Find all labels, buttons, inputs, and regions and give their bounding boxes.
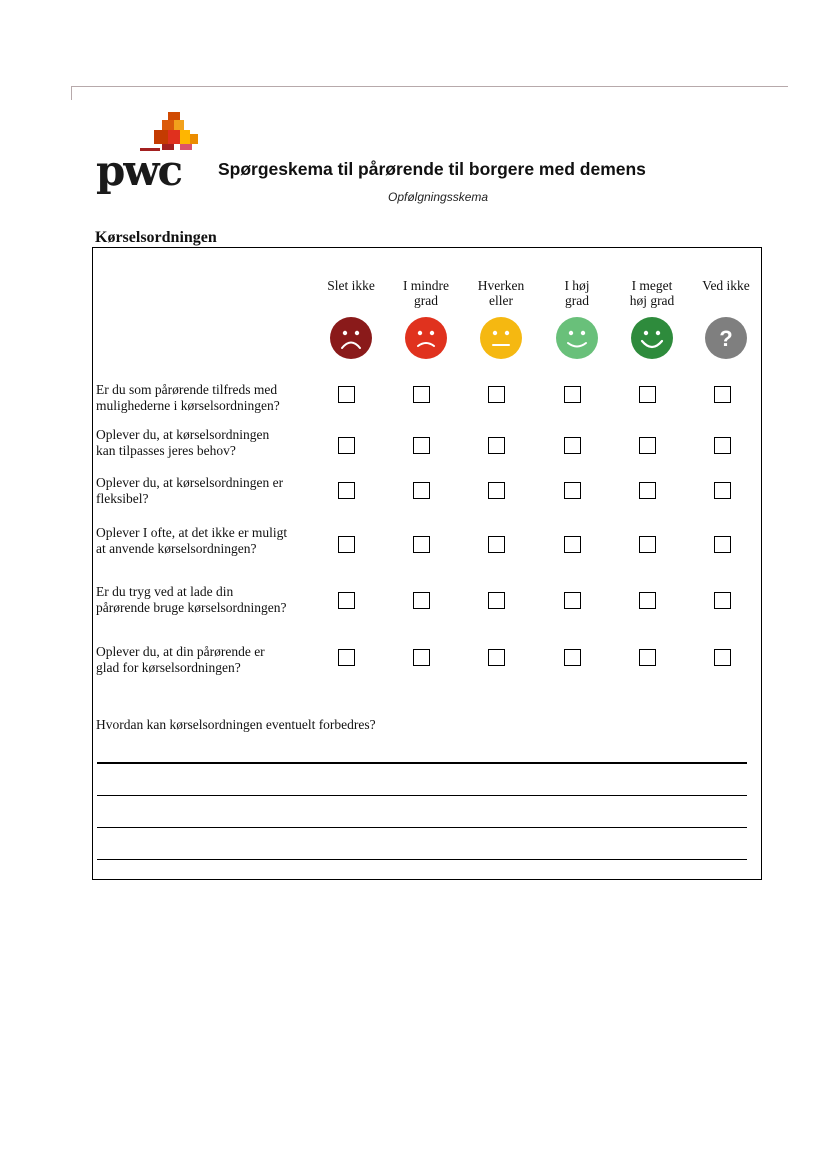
- checkbox-q5-ved-ikke[interactable]: [714, 592, 731, 609]
- checkbox-q1-i-hoej-grad[interactable]: [564, 386, 581, 403]
- scale-label-1: I mindre grad: [402, 278, 450, 308]
- pwc-logo: [96, 112, 206, 196]
- very-sad-face-icon: [330, 317, 372, 359]
- question-1: Oplever du, at kørselsordningen kan tilpasses jeres behov?: [96, 427, 270, 458]
- checkbox-q6-i-meget-hoej-grad[interactable]: [639, 649, 656, 666]
- page-border-top: [71, 86, 788, 87]
- checkbox-q3-ved-ikke[interactable]: [714, 482, 731, 499]
- checkbox-q6-ved-ikke[interactable]: [714, 649, 731, 666]
- question-0: Er du som pårørende tilfreds med mulighederne i kørselsordningen?: [96, 382, 280, 413]
- sad-face-icon: [405, 317, 447, 359]
- checkbox-q1-hverken-eller[interactable]: [488, 386, 505, 403]
- neutral-face-icon: [480, 317, 522, 359]
- checkbox-q5-slet-ikke[interactable]: [338, 592, 355, 609]
- answer-line-3[interactable]: [97, 827, 747, 828]
- checkbox-q6-i-mindre-grad[interactable]: [413, 649, 430, 666]
- checkbox-q1-slet-ikke[interactable]: [338, 386, 355, 403]
- svg-text:?: ?: [719, 326, 733, 351]
- question-2: Oplever du, at kørselsordningen er fleksibel?: [96, 475, 284, 506]
- checkbox-q2-slet-ikke[interactable]: [338, 437, 355, 454]
- checkbox-q6-i-hoej-grad[interactable]: [564, 649, 581, 666]
- open-question-label: Hvordan kan kørselsordningen eventuelt forbedres?: [96, 717, 376, 732]
- page-border-left: [71, 86, 72, 100]
- checkbox-q2-ved-ikke[interactable]: [714, 437, 731, 454]
- answer-line-4[interactable]: [97, 859, 747, 860]
- checkbox-q1-i-mindre-grad[interactable]: [413, 386, 430, 403]
- section-heading: Kørselsordningen: [95, 229, 217, 246]
- document-title: Spørgeskema til pårørende til borgere med demens: [218, 159, 646, 179]
- checkbox-q6-slet-ikke[interactable]: [338, 649, 355, 666]
- logo-wordmark: pwc: [96, 146, 182, 195]
- checkbox-q5-i-hoej-grad[interactable]: [564, 592, 581, 609]
- question-5: Oplever du, at din pårørende er glad for kørselsordningen?: [96, 644, 265, 675]
- checkbox-q2-i-hoej-grad[interactable]: [564, 437, 581, 454]
- big-smile-face-icon: [631, 317, 673, 359]
- checkbox-q5-hverken-eller[interactable]: [488, 592, 505, 609]
- checkbox-q5-i-mindre-grad[interactable]: [413, 592, 430, 609]
- checkbox-q5-i-meget-hoej-grad[interactable]: [639, 592, 656, 609]
- question-3: Oplever I ofte, at det ikke er muligt at anvende kørselsordningen?: [96, 525, 288, 556]
- question-4: Er du tryg ved at lade din pårørende bruge kørselsordningen?: [96, 584, 287, 615]
- checkbox-q4-i-hoej-grad[interactable]: [564, 536, 581, 553]
- scale-label-3: I høj grad: [564, 278, 590, 308]
- document-subtitle: Opfølgningsskema: [388, 190, 489, 204]
- question-icon: [705, 317, 747, 359]
- checkbox-q2-i-meget-hoej-grad[interactable]: [639, 437, 656, 454]
- checkbox-q4-i-mindre-grad[interactable]: [413, 536, 430, 553]
- checkbox-q3-hverken-eller[interactable]: [488, 482, 505, 499]
- checkbox-q1-ved-ikke[interactable]: [714, 386, 731, 403]
- checkbox-q6-hverken-eller[interactable]: [488, 649, 505, 666]
- answer-line-1[interactable]: [97, 762, 747, 764]
- checkbox-q3-i-meget-hoej-grad[interactable]: [639, 482, 656, 499]
- checkbox-q3-slet-ikke[interactable]: [338, 482, 355, 499]
- scale-label-5: Ved ikke: [702, 278, 750, 293]
- checkbox-q1-i-meget-hoej-grad[interactable]: [639, 386, 656, 403]
- checkbox-q4-hverken-eller[interactable]: [488, 536, 505, 553]
- answer-line-2[interactable]: [97, 795, 747, 796]
- scale-label-2: Hverken eller: [477, 278, 525, 308]
- checkbox-q4-slet-ikke[interactable]: [338, 536, 355, 553]
- checkbox-q4-ved-ikke[interactable]: [714, 536, 731, 553]
- checkbox-q2-hverken-eller[interactable]: [488, 437, 505, 454]
- checkbox-q3-i-mindre-grad[interactable]: [413, 482, 430, 499]
- checkbox-q2-i-mindre-grad[interactable]: [413, 437, 430, 454]
- scale-label-4: I meget høj grad: [629, 278, 675, 308]
- checkbox-q3-i-hoej-grad[interactable]: [564, 482, 581, 499]
- checkbox-q4-i-meget-hoej-grad[interactable]: [639, 536, 656, 553]
- smile-face-icon: [556, 317, 598, 359]
- scale-label-0: Slet ikke: [327, 278, 375, 293]
